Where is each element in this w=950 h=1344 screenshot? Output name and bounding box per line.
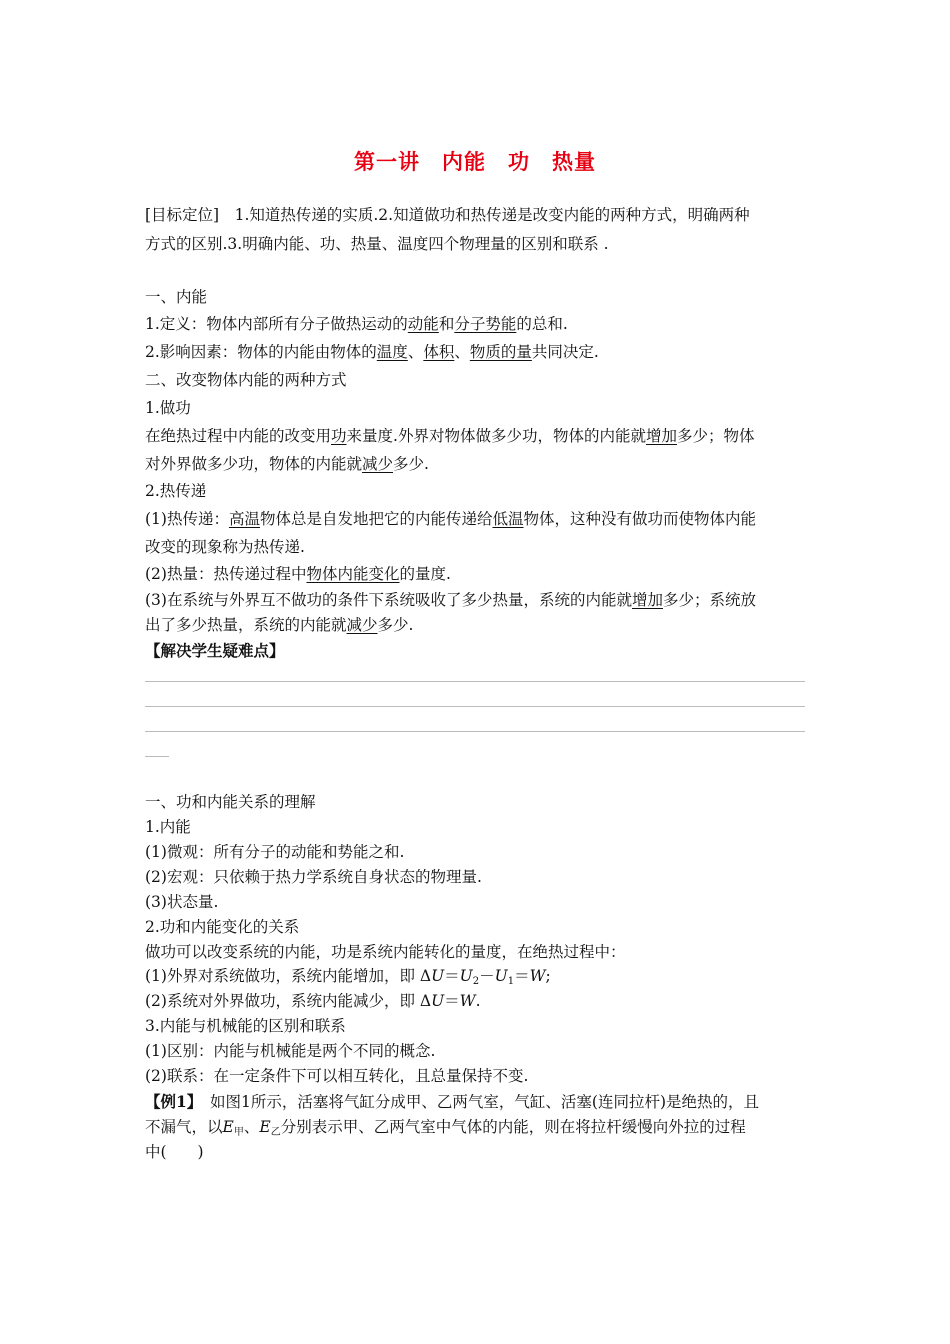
text-line: 2.功和内能变化的关系: [145, 918, 300, 936]
section-heading: 一、内能: [145, 288, 208, 306]
text-line: 3.内能与机械能的区别和联系: [145, 1017, 346, 1035]
title-part: 第一讲: [354, 150, 420, 174]
answer-line: [145, 756, 169, 757]
title-part: 内能: [442, 150, 486, 174]
work-line-2: 对外界做多少功，物体的内能就减少多少.: [145, 455, 429, 473]
work-line-1: 在绝热过程中内能的改变用功来量度.外界对物体做多少功，物体的内能就增加多少；物体: [145, 427, 755, 445]
example-line-2: 不漏气，以$E_甲$、$E_乙$分别表示甲、乙两气室中气体的内能，则在将拉杆缓慢向外拉的过程: [145, 1118, 746, 1138]
answer-line: [145, 706, 805, 707]
section-heading: 二、改变物体内能的两种方式: [145, 371, 347, 389]
text-line: (2)联系：在一定条件下可以相互转化，且总量保持不变.: [145, 1067, 529, 1085]
text-line: (3)状态量.: [145, 893, 219, 911]
text-line: 1.内能: [145, 818, 191, 836]
text-line: (2)宏观：只依赖于热力学系统自身状态的物理量.: [145, 868, 482, 886]
section-heading: 一、功和内能关系的理解: [145, 793, 316, 811]
subheading: 1.做功: [145, 399, 191, 417]
example-line-3: 中( ): [145, 1143, 204, 1161]
factors-line: 2.影响因素：物体的内能由物体的温度、体积、物质的量共同决定.: [145, 343, 599, 361]
subheading: 2.热传递: [145, 482, 207, 500]
heat-line-5: 出了多少热量，系统的内能就减少多少.: [145, 616, 414, 634]
title-part: 功: [508, 150, 530, 174]
text-line: 做功可以改变系统的内能，功是系统内能转化的量度，在绝热过程中：: [145, 943, 626, 961]
title-part: 热量: [552, 150, 596, 174]
heat-line-3: (2)热量：热传递过程中物体内能变化的量度.: [145, 565, 451, 583]
text-line: (1)微观：所有分子的动能和势能之和.: [145, 843, 405, 861]
example-line-1: 【例1】 如图1所示，活塞将气缸分成甲、乙两气室，气缸、活塞(连同拉杆)是绝热的，且: [145, 1092, 760, 1111]
page-title: [0, 146, 950, 176]
heat-line-4: (3)在系统与外界互不做功的条件下系统吸收了多少热量，系统的内能就增加多少；系统放: [145, 591, 756, 609]
formula-line: (2)系统对外界做功，系统内能减少，即 ΔU＝W.: [145, 992, 481, 1010]
formula-line: (1)外界对系统做功，系统内能增加，即 $\Delta U=U_2-U_1=W$;: [145, 967, 551, 987]
answer-line: [145, 681, 805, 682]
objective-line-1: [目标定位] 1.知道热传递的实质.2.知道做功和热传递是改变内能的两种方式，明确两种: [145, 206, 750, 224]
difficulty-heading: 【解决学生疑难点】: [145, 641, 285, 660]
heat-line-2: 改变的现象称为热传递.: [145, 538, 305, 556]
objective-line-2: 方式的区别.3.明确内能、功、热量、温度四个物理量的区别和联系 .: [145, 235, 609, 253]
definition-line: 1.定义：物体内部所有分子做热运动的动能和分子势能的总和.: [145, 315, 568, 333]
answer-line: [145, 731, 805, 732]
text-line: (1)区别：内能与机械能是两个不同的概念.: [145, 1042, 436, 1060]
heat-line-1: (1)热传递：高温物体总是自发地把它的内能传递给低温物体，这种没有做功而使物体内能: [145, 510, 757, 528]
